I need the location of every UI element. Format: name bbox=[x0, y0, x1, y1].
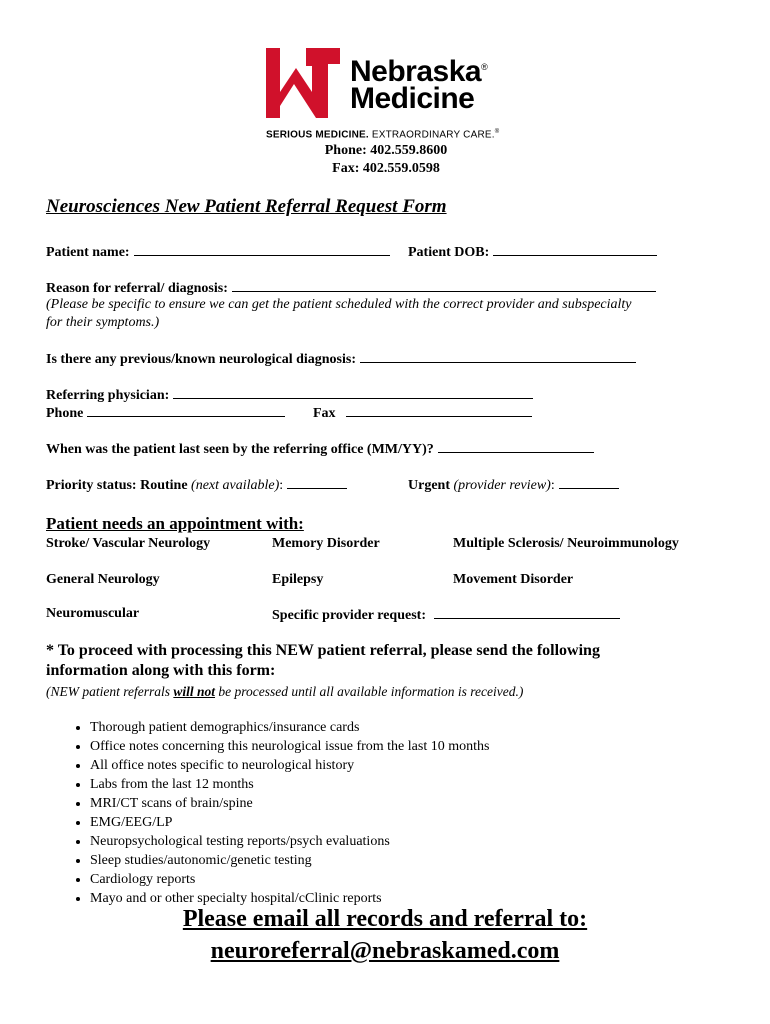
list-item: • MRI/CT scans of brain/spine bbox=[90, 794, 489, 813]
brand-name-line1: Nebraska bbox=[350, 55, 482, 88]
urgent-colon: : bbox=[550, 478, 555, 493]
tagline-rest: EXTRAORDINARY CARE. bbox=[368, 129, 495, 141]
option-movement-disorder[interactable]: Movement Disorder bbox=[453, 572, 574, 587]
last-seen-row bbox=[46, 440, 594, 458]
urgent-label: Urgent bbox=[408, 478, 450, 493]
patient-name-label: Patient name: bbox=[46, 245, 130, 260]
option-multiple-sclerosis[interactable]: Multiple Sclerosis/ Neuroimmunology bbox=[453, 536, 679, 551]
last-seen-label: When was the patient last seen by the referring office (MM/YY)? bbox=[46, 442, 434, 457]
patient-name-row bbox=[46, 243, 390, 261]
last-seen-field[interactable] bbox=[438, 440, 594, 453]
trademark-symbol: ® bbox=[481, 62, 488, 72]
required-documents-list bbox=[50, 718, 489, 908]
phone-number: Phone: 402.559.8600 bbox=[324, 143, 448, 158]
patient-dob-label: Patient DOB: bbox=[408, 245, 490, 260]
patient-name-field[interactable] bbox=[134, 243, 390, 256]
previous-dx-row bbox=[46, 350, 636, 368]
note-emphasis: will not bbox=[173, 684, 216, 699]
list-item: • EMG/EEG/LP bbox=[90, 813, 489, 832]
specific-provider-row bbox=[272, 606, 620, 624]
previous-dx-label: Is there any previous/known neurological diagnosis: bbox=[46, 352, 357, 367]
tagline bbox=[266, 129, 499, 140]
option-epilepsy[interactable]: Epilepsy bbox=[272, 572, 324, 587]
list-item: • All office notes specific to neurological history bbox=[90, 756, 489, 775]
reason-note-line2: for their symptoms.) bbox=[46, 315, 160, 330]
list-item: • Cardiology reports bbox=[90, 870, 489, 889]
fax-label: Fax bbox=[313, 406, 336, 421]
reason-note-line1: (Please be specific to ensure we can get the patient scheduled with the correct provider and subspecialty bbox=[46, 297, 632, 312]
list-item: • Sleep studies/autonomic/genetic testing bbox=[90, 851, 489, 870]
list-item: • Mayo and or other specialty hospital/cClinic reports bbox=[90, 889, 489, 908]
nebraska-medicine-logo-mark bbox=[266, 46, 340, 118]
list-item: • Neuropsychological testing reports/psych evaluations bbox=[90, 832, 489, 851]
fax-row bbox=[313, 404, 532, 422]
patient-dob-field[interactable] bbox=[493, 243, 657, 256]
option-stroke-vascular[interactable]: Stroke/ Vascular Neurology bbox=[46, 536, 211, 551]
previous-dx-field[interactable] bbox=[360, 350, 636, 363]
priority-routine-row bbox=[46, 476, 347, 494]
urgent-field[interactable] bbox=[559, 476, 619, 489]
reason-label: Reason for referral/ diagnosis: bbox=[46, 281, 228, 296]
reason-field[interactable] bbox=[232, 279, 656, 292]
priority-label: Priority status: Routine bbox=[46, 478, 188, 493]
fax-number: Fax: 402.559.0598 bbox=[332, 161, 440, 176]
list-item: • Thorough patient demographics/insurance cards bbox=[90, 718, 489, 737]
option-neuromuscular[interactable]: Neuromuscular bbox=[46, 606, 140, 621]
option-memory-disorder[interactable]: Memory Disorder bbox=[272, 536, 380, 551]
reason-row bbox=[46, 279, 656, 297]
referring-physician-label: Referring physician: bbox=[46, 388, 170, 403]
instructions-heading-line2: information along with this form: bbox=[46, 662, 276, 679]
option-general-neurology[interactable]: General Neurology bbox=[46, 572, 160, 587]
note-post: be processed until all available information is received.) bbox=[215, 684, 524, 699]
priority-urgent-row bbox=[408, 476, 619, 494]
referring-physician-row bbox=[46, 386, 533, 404]
referring-physician-field[interactable] bbox=[173, 386, 533, 399]
footer-email-instruction: Please email all records and referral to: bbox=[182, 906, 588, 932]
phone-field[interactable] bbox=[87, 404, 285, 417]
form-title: Neurosciences New Patient Referral Request Form bbox=[46, 196, 447, 217]
footer-email-address[interactable]: neuroreferral@nebraskamed.com bbox=[210, 938, 560, 964]
specific-provider-label: Specific provider request: bbox=[272, 608, 426, 623]
note-pre: (NEW patient referrals bbox=[46, 684, 174, 699]
tagline-mark: ® bbox=[494, 129, 500, 135]
appointment-heading: Patient needs an appointment with: bbox=[46, 514, 304, 533]
routine-field[interactable] bbox=[287, 476, 347, 489]
urgent-note: (provider review) bbox=[453, 478, 551, 493]
tagline-bold: SERIOUS MEDICINE. bbox=[266, 129, 369, 141]
routine-note: (next available) bbox=[191, 478, 280, 493]
phone-label: Phone bbox=[46, 406, 84, 421]
phone-row bbox=[46, 404, 285, 422]
fax-field[interactable] bbox=[346, 404, 532, 417]
instructions-heading-line1: * To proceed with processing this NEW patient referral, please send the following bbox=[46, 642, 600, 659]
specific-provider-field[interactable] bbox=[434, 606, 620, 619]
patient-dob-row bbox=[408, 243, 657, 261]
list-item: • Office notes concerning this neurological issue from the last 10 months bbox=[90, 737, 489, 756]
routine-colon: : bbox=[279, 478, 284, 493]
brand-name-line2: Medicine bbox=[350, 82, 475, 115]
instructions-note bbox=[46, 684, 523, 700]
list-item: • Labs from the last 12 months bbox=[90, 775, 489, 794]
